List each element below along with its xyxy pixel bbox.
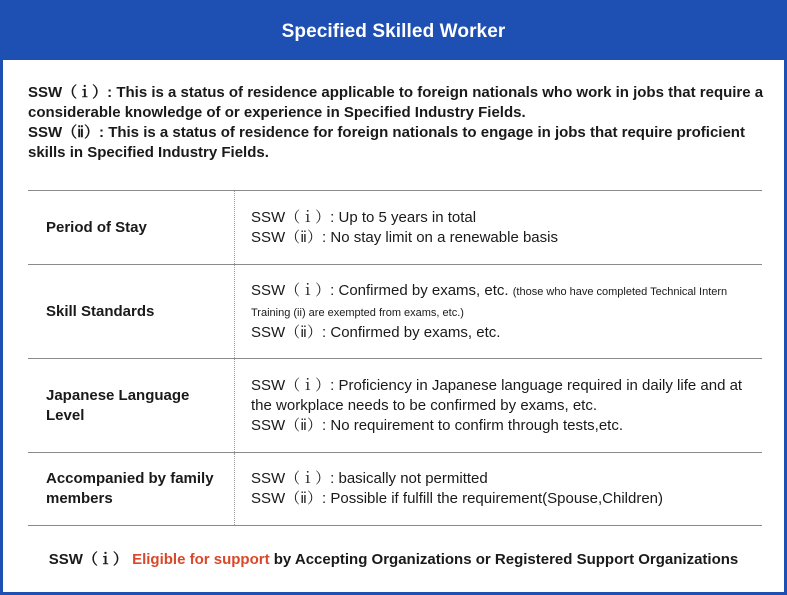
intro-ssw2: SSW（ⅱ）: This is a status of residence for foreign nationals to engage in jobs that require proficient skills in Specified Industry Fields.: [28, 124, 745, 161]
row-label: Period of Stay: [28, 191, 235, 264]
table-row-period-of-stay: [28, 191, 762, 265]
panel-header: [3, 3, 784, 60]
ssw1-note: (those who have completed Technical Intern Training (ii) are exempted from exams, etc.): [251, 285, 728, 319]
row-value: [235, 191, 762, 264]
row-label: Accompanied by family members: [28, 453, 235, 525]
panel-title: Specified Skilled Worker: [281, 20, 506, 42]
support-note: [3, 548, 784, 569]
row-value: [235, 265, 762, 358]
table-row-japanese-language-level: [28, 359, 762, 453]
comparison-table: [28, 190, 762, 526]
table-row-accompanied-by-family: [28, 453, 762, 526]
ssw2-value: SSW（ⅱ）: Confirmed by exams, etc.: [251, 323, 501, 341]
ssw2-value: SSW（ⅱ）: No requirement to confirm through tests,etc.: [251, 416, 623, 434]
intro-text: [28, 83, 768, 163]
intro-ssw1: SSW（ｉ）: This is a status of residence applicable to foreign nationals who work in jobs that require a considerable knowledge of or experience in Specified Industry Fields.: [28, 84, 764, 121]
eligible-for-support-highlight: Eligible for support: [132, 551, 270, 568]
ssw2-value: SSW（ⅱ）: No stay limit on a renewable basis: [251, 228, 558, 246]
row-value: [235, 359, 762, 452]
row-value: [235, 453, 762, 525]
row-label: Japanese Language Level: [28, 359, 235, 452]
ssw1-value: SSW（ｉ）: Up to 5 years in total: [251, 208, 477, 226]
support-note-prefix: SSW（ｉ）: [48, 551, 128, 568]
ssw1-text: SSW（ｉ）: Confirmed by exams, etc.: [251, 281, 509, 299]
row-label: Skill Standards: [28, 265, 235, 358]
ssw1-value: [251, 281, 752, 323]
ssw2-value: SSW（ⅱ）: Possible if fulfill the requirement(Spouse,Children): [251, 490, 664, 507]
table-row-skill-standards: [28, 265, 762, 359]
support-note-suffix: by Accepting Organizations or Registered Support Organizations: [273, 551, 739, 568]
ssw1-value: SSW（ｉ）: basically not permitted: [251, 470, 488, 487]
ssw1-value: SSW（ｉ）: Proficiency in Japanese language required in daily life and at the workplace needs to be confirmed by exams, etc.: [251, 376, 743, 414]
